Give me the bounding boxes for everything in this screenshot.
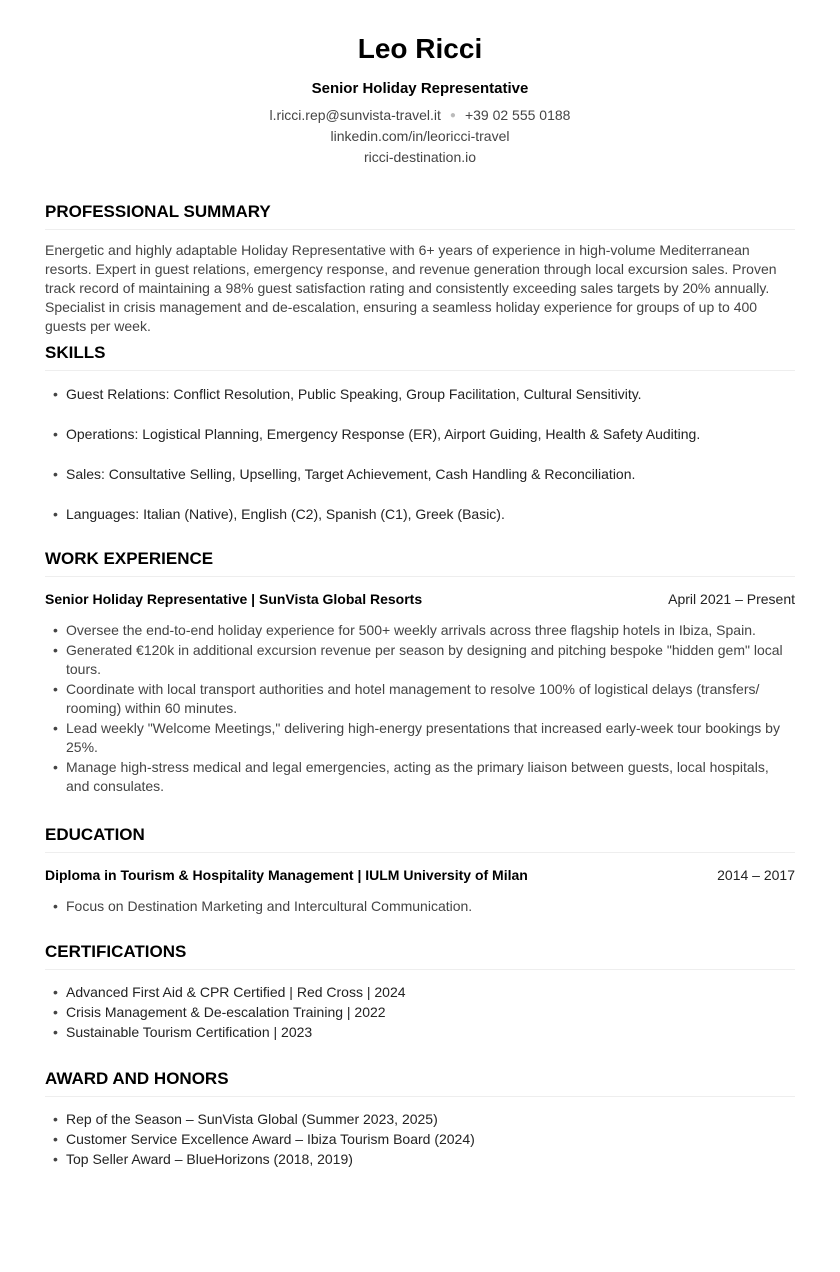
- certifications-list: [45, 983, 795, 1042]
- experience-entry-header: [45, 590, 795, 608]
- job-date: April 2021 – Present: [668, 591, 795, 607]
- awards-list: [45, 1110, 795, 1169]
- section-divider: [45, 1096, 795, 1097]
- contact-line-1: [0, 105, 840, 126]
- skills-list: [45, 385, 795, 524]
- skill-item: • Sales: Consultative Selling, Upselling, Target Achievement, Cash Handling & Reconciliation.: [45, 465, 795, 484]
- certification-item: • Advanced First Aid & CPR Certified | Red Cross | 2024: [45, 983, 795, 1002]
- experience-section: [45, 549, 795, 797]
- experience-heading: WORK EXPERIENCE: [45, 549, 214, 568]
- separator-dot-icon: ●: [449, 110, 456, 121]
- summary-text: Energetic and highly adaptable Holiday Representative with 6+ years of experience in high-volume Mediterranean resorts. Expert in guest relations, emergency response, and revenue generation through local excursion sales. Proven track record of maintaining a 98% guest satisfaction rating and consistently exceeding sales targets by 20% annually. Specialist in crisis management and de-escalation, ensuring a seamless holiday experience for groups of up to 400 guests per week.: [45, 242, 777, 334]
- section-divider: [45, 229, 795, 230]
- education-entry-header: [45, 866, 795, 884]
- summary-heading: PROFESSIONAL SUMMARY: [45, 202, 271, 221]
- award-item: • Top Seller Award – BlueHorizons (2018, 2019): [45, 1150, 795, 1169]
- candidate-title: Senior Holiday Representative: [311, 80, 529, 97]
- email-link[interactable]: l.ricci.rep@sunvista-travel.it: [269, 107, 441, 123]
- experience-bullet: • Manage high-stress medical and legal emergencies, acting as the primary liaison between guests, local hospitals, and consulates.: [45, 758, 795, 796]
- certifications-heading: CERTIFICATIONS: [45, 942, 187, 961]
- experience-bullet: • Oversee the end-to-end holiday experience for 500+ weekly arrivals across three flagship hotels in Ibiza, Spain.: [45, 621, 795, 640]
- awards-heading: AWARD AND HONORS: [45, 1069, 229, 1088]
- skill-item: • Languages: Italian (Native), English (C2), Spanish (C1), Greek (Basic).: [45, 505, 795, 524]
- job-role: Senior Holiday Representative | SunVista Global Resorts: [45, 591, 423, 607]
- certification-item: • Crisis Management & De-escalation Training | 2022: [45, 1003, 795, 1022]
- summary-section: [45, 202, 795, 336]
- section-divider: [45, 852, 795, 853]
- linkedin-link[interactable]: linkedin.com/in/leoricci-travel: [330, 128, 510, 144]
- education-section: [45, 825, 795, 917]
- section-divider: [45, 969, 795, 970]
- resume-header: [0, 0, 840, 168]
- education-bullet: • Focus on Destination Marketing and Intercultural Communication.: [45, 897, 795, 916]
- candidate-name: Leo Ricci: [357, 33, 483, 64]
- skill-item: • Guest Relations: Conflict Resolution, Public Speaking, Group Facilitation, Cultural Sensitivity.: [45, 385, 795, 404]
- award-item: • Customer Service Excellence Award – Ibiza Tourism Board (2024): [45, 1130, 795, 1149]
- certification-item: • Sustainable Tourism Certification | 2023: [45, 1023, 795, 1042]
- skills-heading: SKILLS: [45, 343, 106, 362]
- certifications-section: [45, 942, 795, 1043]
- skill-item: • Operations: Logistical Planning, Emergency Response (ER), Airport Guiding, Health & Safety Auditing.: [45, 425, 795, 444]
- education-date: 2014 – 2017: [717, 867, 795, 883]
- section-divider: [45, 576, 795, 577]
- experience-bullet: • Lead weekly "Welcome Meetings," delivering high-energy presentations that increased early-week tour bookings by 25%.: [45, 719, 795, 757]
- experience-bullet: • Coordinate with local transport authorities and hotel management to resolve 100% of logistical delays (transfers/ rooming) within 60 minutes.: [45, 680, 795, 718]
- section-divider: [45, 370, 795, 371]
- education-bullets: [45, 897, 795, 916]
- website-link[interactable]: ricci-destination.io: [363, 149, 477, 165]
- degree-title: Diploma in Tourism & Hospitality Management | IULM University of Milan: [45, 867, 528, 883]
- experience-bullet: • Generated €120k in additional excursion revenue per season by designing and pitching bespoke "hidden gem" local tours.: [45, 641, 795, 679]
- awards-section: [45, 1069, 795, 1170]
- skills-section: [45, 343, 795, 545]
- phone-number[interactable]: +39 02 555 0188: [464, 107, 571, 123]
- experience-bullets: [45, 621, 795, 796]
- award-item: • Rep of the Season – SunVista Global (Summer 2023, 2025): [45, 1110, 795, 1129]
- education-heading: EDUCATION: [45, 825, 145, 844]
